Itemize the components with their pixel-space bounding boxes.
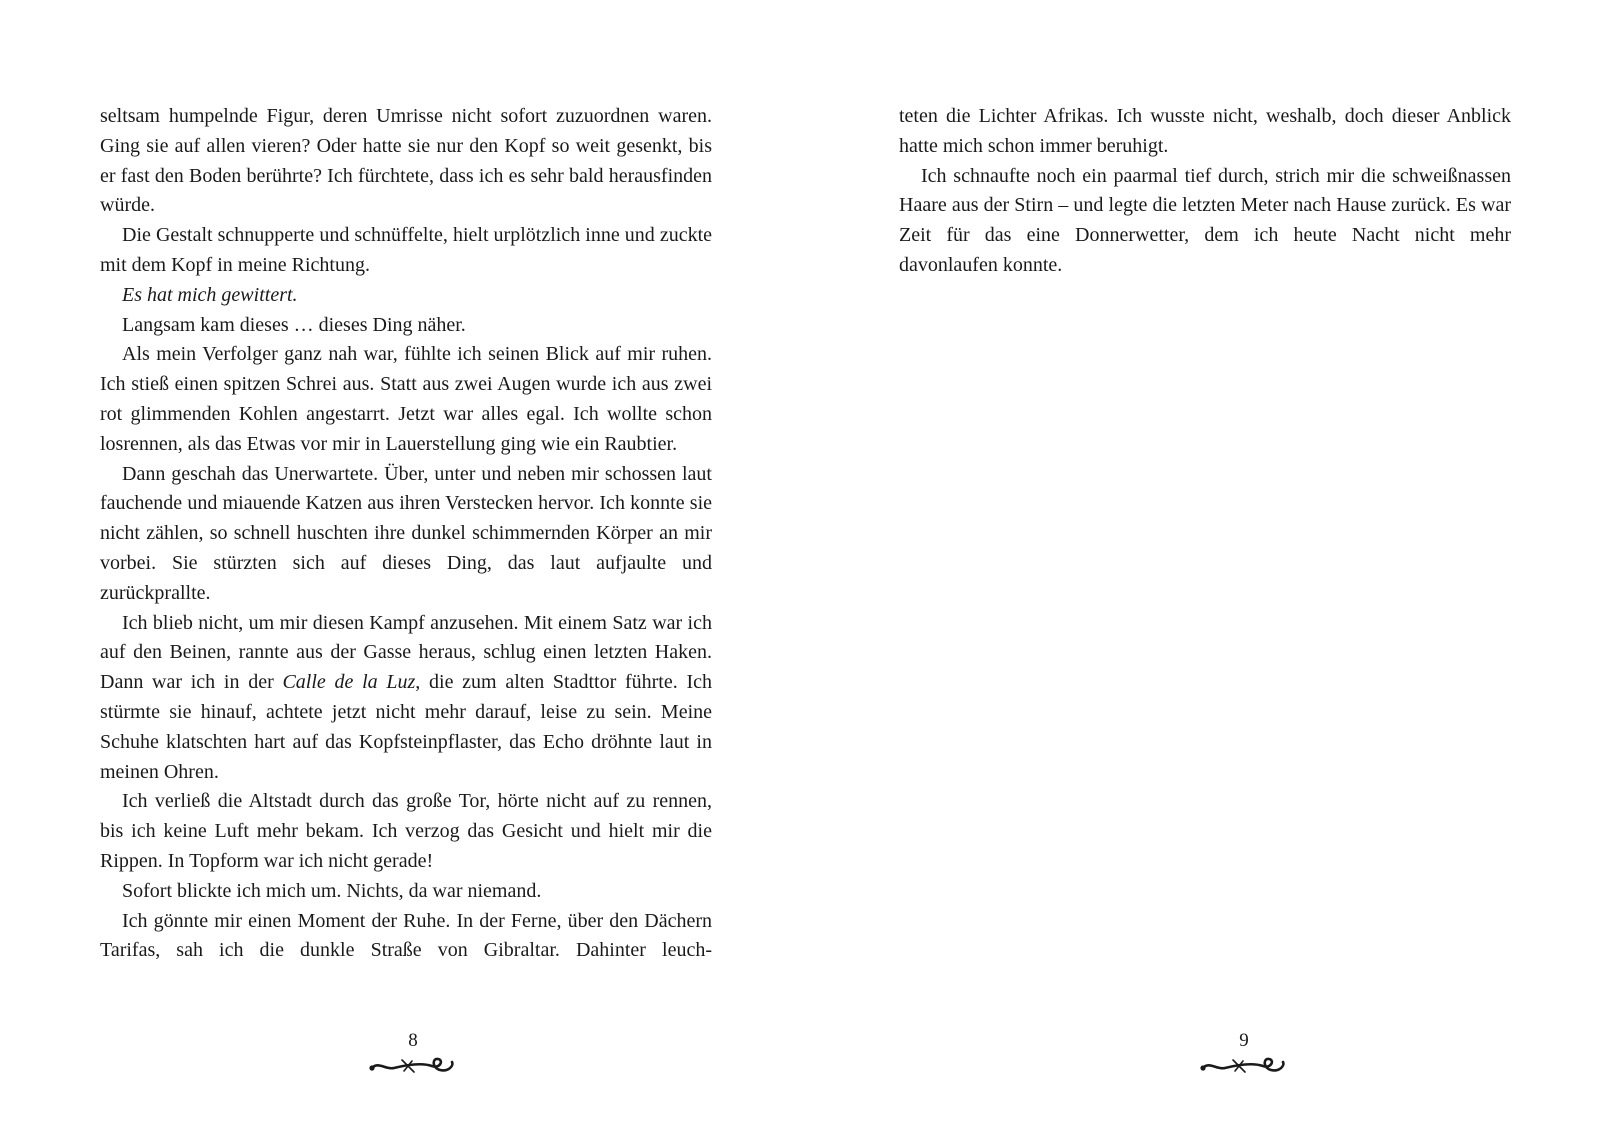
paragraph-text: Ich blieb nicht, um mir diesen Kampf anzusehen. Mit einem Satz war ich auf den Beinen, rannte aus der Gasse heraus, schlug einen letzten Haken. Dann war ich in der [100,611,712,694]
paragraph: Als mein Verfolger ganz nah war, fühlte ich seinen Blick auf mir ruhen. Ich stieß einen spitzen Schrei aus. Statt aus zwei Augen wurde ich aus zwei rot glimmenden Kohlen angestarrt. Jetzt war alles egal. Ich wollte schon losrennen, als das Etwas vor mir in Lauerstellung ging wie ein Raubtier. [100,343,712,455]
paragraph: Ich verließ die Altstadt durch das große Tor, hörte nicht auf zu rennen, bis ich keine Luft mehr bekam. Ich verzog das Gesicht und hielt mir die Rippen. In Topform war ich nicht gerade! [100,790,712,872]
right-page [800,0,1600,1131]
paragraph: teten die Lichter Afrikas. Ich wusste nicht, weshalb, doch dieser Anblick hatte mich schon immer beruhigt. [899,105,1511,157]
flourish-ornament-icon [1199,1056,1287,1078]
flourish-ornament-icon [368,1056,456,1078]
paragraph [100,609,712,788]
paragraph: Ich schnaufte noch ein paarmal tief durch, strich mir die schweißnassen Haare aus der Stirn – und legte die letzten Meter nach Hause zurück. Es war Zeit für das eine Donnerwetter, dem ich heute Nacht nicht mehr davonlaufen konnte. [899,164,1511,276]
paragraph: Sofort blickte ich mich um. Nichts, da war niemand. [122,879,542,902]
paragraph: Langsam kam dieses … dieses Ding näher. [122,313,466,336]
right-page-text [899,102,1511,281]
page-number: 8 [408,1030,418,1051]
paragraph: Ich gönnte mir einen Moment der Ruhe. In der Ferne, über den Dächern Tarifas, sah ich die dunkle Straße von Gibraltar. Dahinter leuch- [100,909,712,962]
left-page-text [100,102,712,966]
paragraph-text: die zum alten Stadttor führte. Ich stürmte sie hinauf, achtete jetzt nicht mehr darauf, leise zu sein. Meine Schuhe klatschten hart auf das Kopfsteinpflaster, das Echo dröhnte laut in meinen Ohren. [100,671,712,783]
paragraph: Die Gestalt schnupperte und schnüffelte, hielt urplötzlich inne und zuckte mit dem Kopf in meine Richtung. [100,224,712,276]
street-name: Calle de la Luz, [282,671,421,694]
paragraph: Dann geschah das Unerwartete. Über, unter und neben mir schossen laut fauchende und miauende Katzen aus ihren Verstecken hervor. Ich konnte sie nicht zählen, so schnell huschten ihre dunkel schimmernden Körper an mir vorbei. Sie stürzten sich auf dieses Ding, das laut aufjaulte und zurückprallte. [100,462,712,604]
paragraph: Es hat mich gewittert. [122,283,298,306]
page-number: 9 [1239,1030,1249,1051]
paragraph: seltsam humpelnde Figur, deren Umrisse nicht sofort zuzuordnen waren. Ging sie auf allen vieren? Oder hatte sie nur den Kopf so weit gesenkt, bis er fast den Boden berührte? Ich fürchtete, dass ich es sehr bald herausfinden würde. [100,105,712,217]
